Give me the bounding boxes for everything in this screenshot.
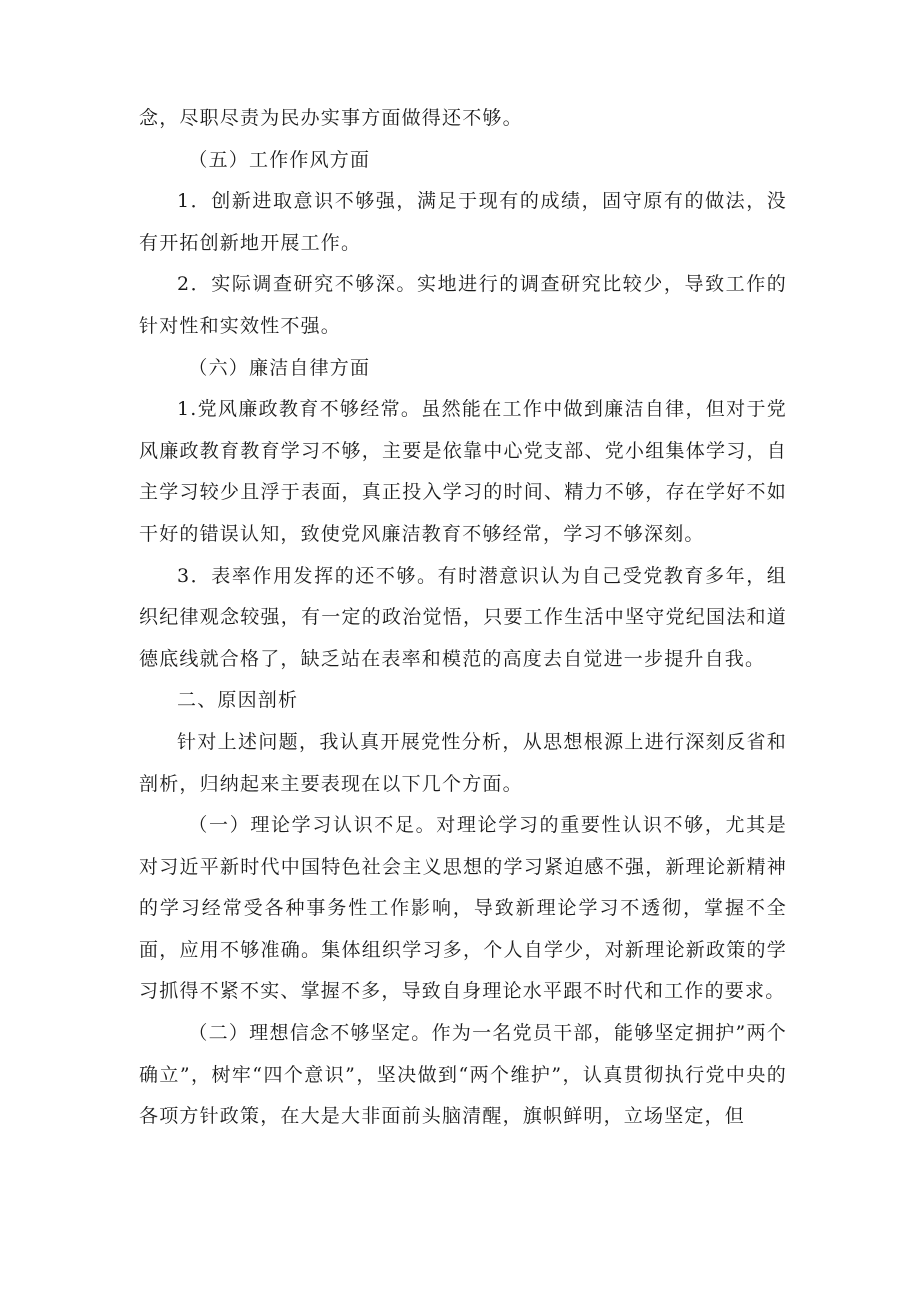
- document-body: [139, 98, 787, 1138]
- heading-integrity: （六）廉洁自律方面: [188, 356, 371, 379]
- paragraph-cause-intro: 针对上述问题，我认真开展党性分析，从思想根源上进行深刻反省和剖析，归纳起来主要表现在以下几个方面。: [139, 730, 787, 795]
- heading-work-style: （五）工作作风方面: [188, 148, 371, 171]
- paragraph-integrity-1: 1.党风廉政教育不够经常。虽然能在工作中做到廉洁自律，但对于党风廉政教育教育学习不够，主要是依靠中心党支部、党小组集体学习，自主学习较少且浮于表面，真正投入学习的时间、精力不够，存在学好不如干好的错误认知，致使党风廉洁教育不够经常，学习不够深刻。: [139, 398, 787, 545]
- paragraph-work-style-1: 1．创新进取意识不够强，满足于现有的成绩，固守原有的做法，没有开拓创新地开展工作。: [139, 190, 787, 254]
- paragraph-cause-2: （二）理想信念不够坚定。作为一名党员干部，能够坚定拥护”两个确立”，树牢“四个意识”，坚决做到“两个维护”，认真贯彻执行党中央的各项方针政策，在大是大非面前头脑清醒，旗帜鲜明，立场坚定，但: [139, 1022, 787, 1128]
- paragraph-continuation: 念，尽职尽责为民办实事方面做得还不够。: [139, 107, 523, 129]
- paragraph-work-style-2: 2．实际调查研究不够深。实地进行的调查研究比较少，导致工作的针对性和实效性不强。: [139, 273, 787, 337]
- heading-cause-analysis: 二、原因剖析: [177, 689, 299, 712]
- paragraph-integrity-3: 3．表率作用发挥的还不够。有时潜意识认为自己受党教育多年，组织纪律观念较强，有一定的政治觉悟，只要工作生活中坚守党纪国法和道德底线就合格了，缺乏站在表率和模范的高度去自觉进一步提升自我。: [139, 564, 787, 670]
- paragraph-cause-1: （一）理论学习认识不足。对理论学习的重要性认识不够，尤其是对习近平新时代中国特色社会主义思想的学习紧迫感不强，新理论新精神的学习经常受各种事务性工作影响，导致新理论学习不透彻，掌握不全面，应用不够准确。集体组织学习多，个人自学少，对新理论新政策的学习抓得不紧不实、掌握不多，导致自身理论水平跟不时代和工作的要求。: [139, 814, 787, 1003]
